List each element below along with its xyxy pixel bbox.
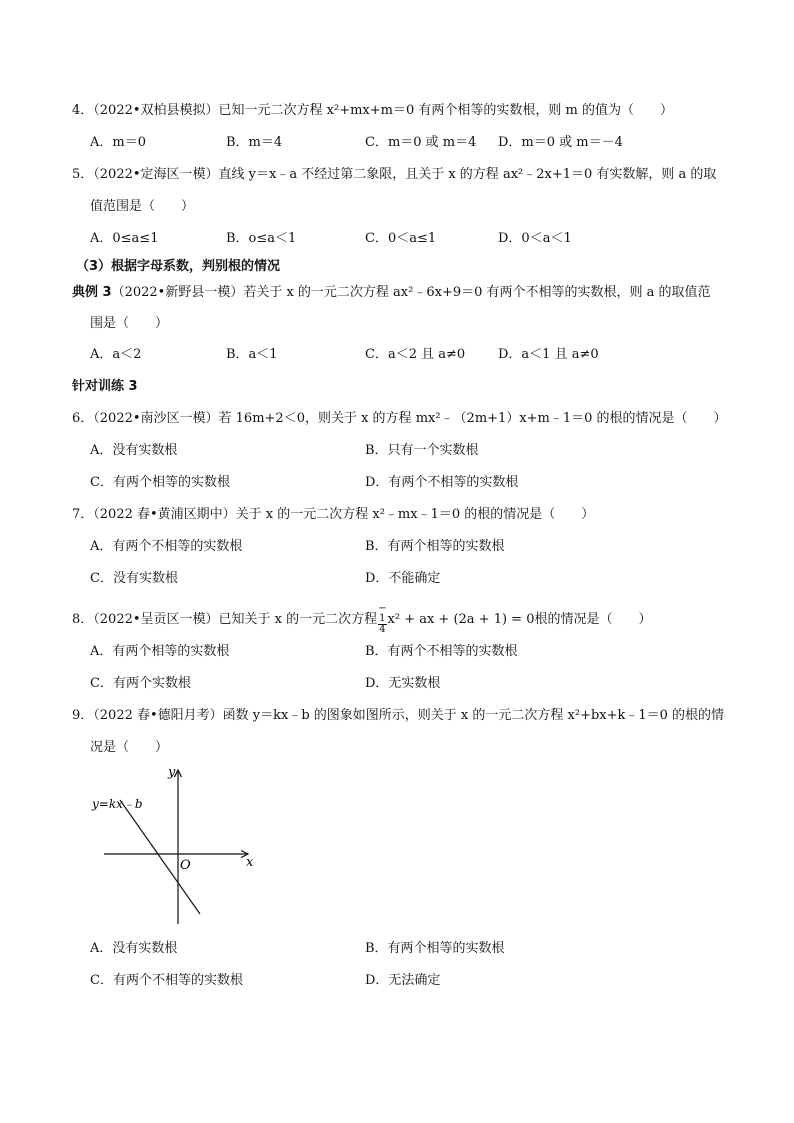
q4-option-b: B．m＝4 — [226, 135, 283, 150]
q7-option-d: D．不能确定 — [365, 571, 441, 586]
example3-option-c: C．a＜2 且 a≠0 — [365, 347, 466, 362]
q8-stem-lead: 8．（2022•呈贡区一模）已知关于 x 的一元二次方程 — [72, 612, 378, 627]
q6-option-c: C．有两个相等的实数根 — [90, 475, 230, 490]
q6-stem: 6．（2022•南沙区一模）若 16m+2＜0，则关于 x 的方程 mx²﹣（2m+1）x+m﹣1＝0 的根的情况是（ ） — [72, 411, 727, 426]
y-axis-label: y — [168, 765, 176, 780]
q5-option-b: B．o≤a＜1 — [226, 231, 297, 246]
q6-option-b: B．只有一个实数根 — [365, 443, 479, 458]
q9-option-a: A．没有实数根 — [90, 941, 178, 956]
q9-function-graph — [90, 762, 260, 932]
q6-option-a: A．没有实数根 — [90, 443, 178, 458]
q5-stem: 5．（2022•定海区一模）直线 y＝x﹣a 不经过第二象限，且关于 x 的方程 ax²﹣2x+1＝0 有实数解，则 a 的取 — [72, 167, 717, 182]
example3-option-d: D．a＜1 且 a≠0 — [498, 347, 599, 362]
q4-option-c: C．m＝0 或 m＝4 — [365, 135, 477, 150]
example3-option-b: B．a＜1 — [226, 347, 278, 362]
q8-fraction: − 1 4 — [378, 603, 387, 635]
q5-option-c: C．0＜a≤1 — [365, 231, 437, 246]
example3-option-a: A．a＜2 — [90, 347, 142, 362]
q8-stem-tail: 根的情况是（ ） — [534, 612, 652, 627]
example3-stem-cont: 围是（ ） — [90, 316, 169, 331]
q5-stem-cont: 值范围是（ ） — [90, 199, 195, 214]
q4-option-d: D．m＝0 或 m＝－4 — [498, 135, 623, 150]
section-heading: （3）根据字母系数，判别根的情况 — [76, 259, 281, 274]
line-label: y=kx﹣b — [92, 797, 143, 811]
q9-stem: 9．（2022 春•德阳月考）函数 y＝kx﹣b 的图象如图所示，则关于 x 的一元二次方程 x²+bx+k﹣1＝0 的根的情 — [72, 708, 725, 723]
q6-option-d: D．有两个不相等的实数根 — [365, 475, 519, 490]
q9-option-d: D．无法确定 — [365, 973, 441, 988]
q7-option-b: B．有两个相等的实数根 — [365, 539, 505, 554]
q8-option-b: B．有两个不相等的实数根 — [365, 644, 518, 659]
q8-option-d: D．无实数根 — [365, 676, 441, 691]
function-line — [120, 800, 200, 914]
x-axis-label: x — [246, 855, 254, 870]
q8-option-c: C．有两个实数根 — [90, 676, 191, 691]
example3-stem-text: （2022•新野县一模）若关于 x 的一元二次方程 ax²﹣6x+9＝0 有两个不相等的实数根，则 a 的取值范 — [111, 285, 711, 300]
q8-frac-num: 1 — [379, 613, 386, 624]
q7-option-a: A．有两个不相等的实数根 — [90, 539, 243, 554]
q9-option-b: B．有两个相等的实数根 — [365, 941, 505, 956]
q5-option-a: A．0≤a≤1 — [90, 231, 159, 246]
training-heading: 针对训练 3 — [72, 379, 138, 394]
origin-label: O — [180, 858, 191, 873]
q8-frac-den: 4 — [379, 624, 386, 635]
q9-option-c: C．有两个不相等的实数根 — [90, 973, 243, 988]
q7-option-c: C．没有实数根 — [90, 571, 178, 586]
q8-equation: x² + ax + (2a + 1) = 0 — [387, 612, 535, 627]
q4-option-a: A．m＝0 — [90, 135, 146, 150]
q7-stem: 7．（2022 春•黄浦区期中）关于 x 的一元二次方程 x²﹣mx﹣1＝0 的根的情况是（ ） — [72, 507, 595, 522]
q4-stem: 4．（2022•双柏县模拟）已知一元二次方程 x²+mx+m＝0 有两个相等的实数根，则 m 的值为（ ） — [72, 103, 673, 118]
q9-stem-cont: 况是（ ） — [90, 740, 169, 755]
q8-stem — [72, 604, 652, 635]
example3-label: 典例 3 — [72, 285, 112, 300]
q8-option-a: A．有两个相等的实数根 — [90, 644, 230, 659]
q5-option-d: D．0＜a＜1 — [498, 231, 572, 246]
example3-stem — [72, 284, 711, 302]
